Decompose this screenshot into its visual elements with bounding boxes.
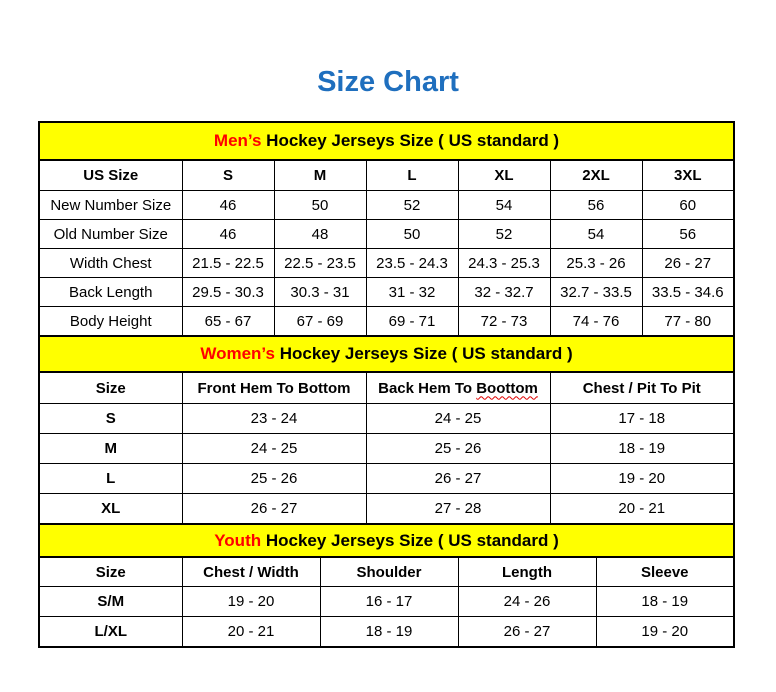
size-value-cell: 21.5 - 22.5 — [182, 249, 274, 278]
mens-heading-highlight: Men’s — [213, 131, 262, 150]
size-value-cell: 46 — [182, 191, 274, 220]
size-value-cell: 30.3 - 31 — [274, 278, 366, 307]
size-value-cell: 60 — [642, 191, 734, 220]
spellcheck-underlined-word: Boottom — [476, 379, 538, 397]
size-value-cell: 17 - 18 — [550, 404, 734, 434]
mens-heading-rest: Hockey Jerseys Size ( US standard ) — [261, 131, 560, 150]
table-row — [39, 617, 734, 648]
column-header: 2XL — [550, 160, 642, 191]
youth-heading-row — [39, 524, 734, 557]
size-value-cell: 31 - 32 — [366, 278, 458, 307]
table-row — [39, 434, 734, 464]
size-value-cell: 25.3 - 26 — [550, 249, 642, 278]
row-label: L/XL — [39, 617, 182, 648]
womens-header-row — [39, 372, 734, 404]
womens-heading-highlight: Women’s — [200, 344, 275, 363]
size-value-cell: 46 — [182, 220, 274, 249]
size-value-cell: 19 - 20 — [596, 617, 734, 648]
column-header: 3XL — [642, 160, 734, 191]
youth-header-row — [39, 557, 734, 587]
youth-size-table — [38, 523, 735, 648]
page-title: Size Chart — [317, 66, 459, 98]
size-value-cell: 69 - 71 — [366, 307, 458, 337]
mens-heading-row — [39, 122, 734, 160]
size-value-cell: 67 - 69 — [274, 307, 366, 337]
youth-heading — [39, 524, 734, 557]
size-value-cell: 72 - 73 — [458, 307, 550, 337]
mens-heading — [39, 122, 734, 160]
table-row — [39, 404, 734, 434]
size-value-cell: 25 - 26 — [182, 464, 366, 494]
size-value-cell: 52 — [458, 220, 550, 249]
size-value-cell: 25 - 26 — [366, 434, 550, 464]
youth-heading-rest: Hockey Jerseys Size ( US standard ) — [261, 530, 559, 550]
size-value-cell: 18 - 19 — [320, 617, 458, 648]
row-label: Back Length — [39, 278, 182, 307]
size-value-cell: 32.7 - 33.5 — [550, 278, 642, 307]
size-value-cell: 56 — [642, 220, 734, 249]
column-header — [366, 372, 550, 404]
column-header: Size — [39, 557, 182, 587]
column-header: Length — [458, 557, 596, 587]
size-value-cell: 23 - 24 — [182, 404, 366, 434]
row-label: XL — [39, 494, 182, 525]
column-header: M — [274, 160, 366, 191]
size-value-cell: 74 - 76 — [550, 307, 642, 337]
table-row — [39, 307, 734, 337]
table-row — [39, 278, 734, 307]
size-value-cell: 50 — [366, 220, 458, 249]
row-label: Body Height — [39, 307, 182, 337]
size-value-cell: 50 — [274, 191, 366, 220]
table-row — [39, 249, 734, 278]
column-header: US Size — [39, 160, 182, 191]
mens-size-table — [38, 121, 735, 337]
size-value-cell: 24 - 25 — [182, 434, 366, 464]
womens-size-table — [38, 335, 735, 525]
size-value-cell: 18 - 19 — [596, 587, 734, 617]
table-row — [39, 220, 734, 249]
size-value-cell: 24 - 26 — [458, 587, 596, 617]
column-header: Front Hem To Bottom — [182, 372, 366, 404]
size-value-cell: 23.5 - 24.3 — [366, 249, 458, 278]
row-label: L — [39, 464, 182, 494]
column-header: Size — [39, 372, 182, 404]
size-value-cell: 26 - 27 — [182, 494, 366, 525]
size-value-cell: 52 — [366, 191, 458, 220]
size-value-cell: 16 - 17 — [320, 587, 458, 617]
size-value-cell: 20 - 21 — [550, 494, 734, 525]
size-value-cell: 48 — [274, 220, 366, 249]
row-label: Width Chest — [39, 249, 182, 278]
size-value-cell: 19 - 20 — [182, 587, 320, 617]
column-header-text: Back Hem To — [378, 379, 477, 397]
column-header: S — [182, 160, 274, 191]
row-label: Old Number Size — [39, 220, 182, 249]
size-value-cell: 29.5 - 30.3 — [182, 278, 274, 307]
size-value-cell: 20 - 21 — [182, 617, 320, 648]
womens-heading-rest: Hockey Jerseys Size ( US standard ) — [274, 344, 573, 363]
row-label: S/M — [39, 587, 182, 617]
size-value-cell: 27 - 28 — [366, 494, 550, 525]
row-label: S — [39, 404, 182, 434]
column-header: Shoulder — [320, 557, 458, 587]
womens-heading — [39, 336, 734, 372]
size-value-cell: 26 - 27 — [366, 464, 550, 494]
size-value-cell: 22.5 - 23.5 — [274, 249, 366, 278]
row-label: New Number Size — [39, 191, 182, 220]
row-label: M — [39, 434, 182, 464]
size-value-cell: 56 — [550, 191, 642, 220]
column-header: XL — [458, 160, 550, 191]
column-header: Sleeve — [596, 557, 734, 587]
womens-heading-row — [39, 336, 734, 372]
table-row — [39, 464, 734, 494]
table-row — [39, 587, 734, 617]
size-value-cell: 26 - 27 — [458, 617, 596, 648]
youth-heading-highlight: Youth — [214, 530, 262, 550]
column-header: Chest / Width — [182, 557, 320, 587]
table-row — [39, 494, 734, 525]
size-value-cell: 24 - 25 — [366, 404, 550, 434]
size-value-cell: 54 — [458, 191, 550, 220]
size-value-cell: 24.3 - 25.3 — [458, 249, 550, 278]
table-row — [39, 191, 734, 220]
size-chart-tables — [38, 121, 735, 648]
column-header: L — [366, 160, 458, 191]
size-value-cell: 65 - 67 — [182, 307, 274, 337]
size-value-cell: 77 - 80 — [642, 307, 734, 337]
size-value-cell: 33.5 - 34.6 — [642, 278, 734, 307]
size-value-cell: 32 - 32.7 — [458, 278, 550, 307]
column-header: Chest / Pit To Pit — [550, 372, 734, 404]
size-value-cell: 18 - 19 — [550, 434, 734, 464]
mens-header-row — [39, 160, 734, 191]
size-value-cell: 19 - 20 — [550, 464, 734, 494]
size-value-cell: 54 — [550, 220, 642, 249]
size-value-cell: 26 - 27 — [642, 249, 734, 278]
